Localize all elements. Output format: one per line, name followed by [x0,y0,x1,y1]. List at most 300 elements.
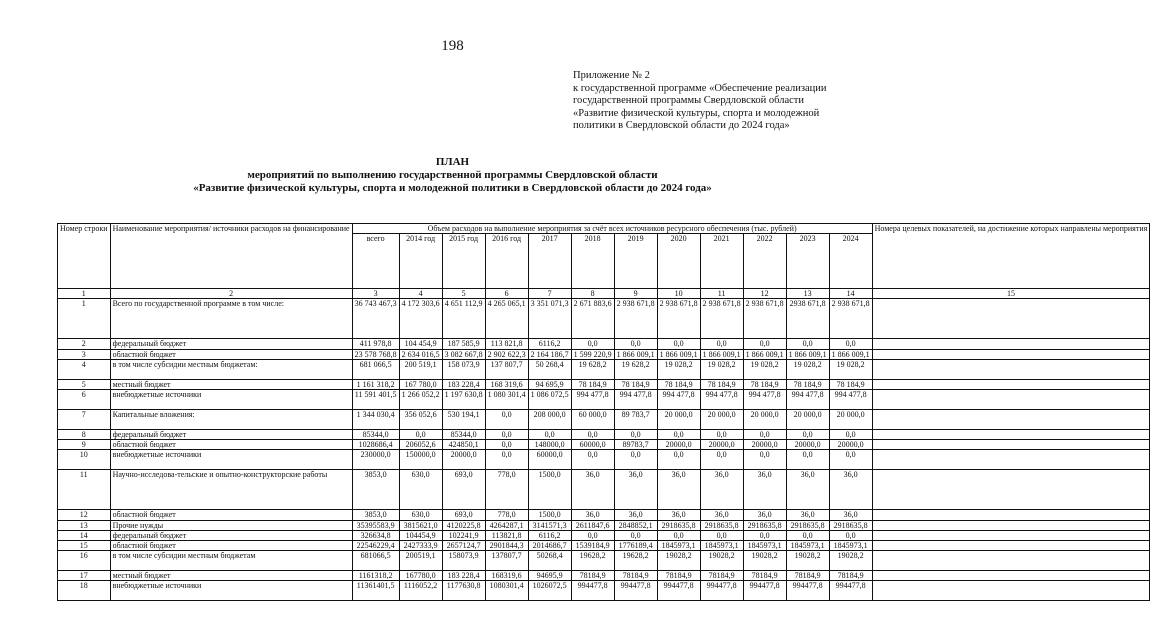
value-cell: 0,0 [485,440,528,450]
table-row [58,410,1150,430]
value-cell: 200 519,1 [399,359,442,379]
value-cell: 3853,0 [352,510,399,520]
column-index: 4 [399,289,442,299]
value-cell: 0,0 [657,339,700,349]
value-cell: 36,0 [743,470,786,510]
table-row [58,379,1150,389]
value-cell: 0,0 [829,430,872,440]
value-cell: 0,0 [743,430,786,440]
target-cell [872,551,1150,571]
value-cell: 20000,0 [700,440,743,450]
column-index: 1 [58,289,111,299]
value-cell: 60 000,0 [571,410,614,430]
value-cell: 2 902 622,3 [485,349,528,359]
value-cell: 4 265 065,1 [485,299,528,339]
header-volume: Объем расходов на выполнение мероприятия за счёт всех источников ресурсного обеспечения (тыс. рублей) [352,224,872,234]
value-cell: 94695,9 [528,571,571,581]
row-name: федеральный бюджет [110,430,352,440]
value-cell: 148000,0 [528,440,571,450]
target-cell [872,440,1150,450]
target-cell [872,450,1150,470]
value-cell: 36,0 [829,510,872,520]
table-row [58,430,1150,440]
value-cell: 681 066,5 [352,359,399,379]
row-number: 6 [58,390,111,410]
target-cell [872,390,1150,410]
row-number: 16 [58,551,111,571]
target-cell [872,510,1150,520]
column-index: 10 [657,289,700,299]
value-cell: 0,0 [743,530,786,540]
value-cell: 693,0 [442,510,485,520]
value-cell: 78184,9 [786,571,829,581]
row-number: 8 [58,430,111,440]
target-cell [872,520,1150,530]
column-index: 13 [786,289,829,299]
value-cell: 167 780,0 [399,379,442,389]
value-cell: 104 454,9 [399,339,442,349]
value-cell: 0,0 [829,339,872,349]
value-cell: 78 184,9 [657,379,700,389]
value-cell: 1028686,4 [352,440,399,450]
value-cell: 1 866 009,1 [829,349,872,359]
value-cell: 78 184,9 [700,379,743,389]
value-cell: 78184,9 [571,571,614,581]
plan-subtitle-1: мероприятий по выполнению государственной программы Свердловской области [247,169,658,181]
value-cell: 326634,8 [352,530,399,540]
value-cell: 36,0 [786,470,829,510]
target-cell [872,571,1150,581]
value-cell: 19628,2 [614,551,657,571]
value-cell: 424850,1 [442,440,485,450]
value-cell: 778,0 [485,470,528,510]
value-cell: 20 000,0 [743,410,786,430]
value-cell: 20 000,0 [786,410,829,430]
value-cell: 1776189,4 [614,541,657,551]
table-row [58,520,1150,530]
value-cell: 19 028,2 [743,359,786,379]
value-cell: 89 783,7 [614,410,657,430]
value-cell: 0,0 [829,450,872,470]
value-cell: 78184,9 [700,571,743,581]
row-name: местный бюджет [110,571,352,581]
value-cell: 1500,0 [528,510,571,520]
table-row [58,359,1150,379]
row-number: 1 [58,299,111,339]
header-year: 2019 [614,234,657,289]
value-cell: 22546229,4 [352,541,399,551]
value-cell: 78 184,9 [743,379,786,389]
row-number: 4 [58,359,111,379]
row-name: областной бюджет [110,510,352,520]
value-cell: 2 938 671,8 [657,299,700,339]
value-cell: 994477,8 [657,581,700,601]
value-cell: 19 628,2 [614,359,657,379]
value-cell: 168319,6 [485,571,528,581]
value-cell: 3 351 071,3 [528,299,571,339]
value-cell: 137807,7 [485,551,528,571]
value-cell: 0,0 [657,450,700,470]
appendix-line: Приложение № 2 [573,70,650,81]
row-name: федеральный бюджет [110,530,352,540]
column-index: 12 [743,289,786,299]
value-cell: 2901844,3 [485,541,528,551]
value-cell: 2848852,1 [614,520,657,530]
value-cell: 2938 671,8 [786,299,829,339]
value-cell: 411 978,8 [352,339,399,349]
value-cell: 1 086 072,5 [528,390,571,410]
column-index: 11 [700,289,743,299]
value-cell: 6116,2 [528,339,571,349]
table-row [58,470,1150,510]
value-cell: 2 671 883,6 [571,299,614,339]
row-number: 11 [58,470,111,510]
value-cell: 1177630,8 [442,581,485,601]
row-number: 7 [58,410,111,430]
value-cell: 1080301,4 [485,581,528,601]
value-cell: 1 344 030,4 [352,410,399,430]
target-cell [872,349,1150,359]
target-cell [872,299,1150,339]
value-cell: 19028,2 [657,551,700,571]
table-row [58,510,1150,520]
value-cell: 0,0 [571,450,614,470]
value-cell: 994477,8 [829,581,872,601]
value-cell: 0,0 [700,339,743,349]
row-number: 10 [58,450,111,470]
table-row [58,571,1150,581]
value-cell: 681066,5 [352,551,399,571]
row-number: 2 [58,339,111,349]
column-index: 3 [352,289,399,299]
value-cell: 50268,4 [528,551,571,571]
value-cell: 2611847,6 [571,520,614,530]
value-cell: 94 695,9 [528,379,571,389]
row-name: местный бюджет [110,379,352,389]
value-cell: 19028,2 [786,551,829,571]
value-cell: 1161318,2 [352,571,399,581]
header-year: 2024 [829,234,872,289]
value-cell: 0,0 [700,430,743,440]
value-cell: 0,0 [571,339,614,349]
value-cell: 183 228,4 [442,571,485,581]
value-cell: 36,0 [657,470,700,510]
value-cell: 1 866 009,1 [614,349,657,359]
value-cell: 0,0 [485,450,528,470]
column-index: 5 [442,289,485,299]
value-cell: 20000,0 [829,440,872,450]
value-cell: 102241,9 [442,530,485,540]
value-cell: 36,0 [657,510,700,520]
value-cell: 778,0 [485,510,528,520]
column-index: 9 [614,289,657,299]
value-cell: 994477,8 [700,581,743,601]
value-cell: 0,0 [829,530,872,540]
value-cell: 3 082 667,8 [442,349,485,359]
value-cell: 19 028,2 [786,359,829,379]
value-cell: 36,0 [829,470,872,510]
value-cell: 208 000,0 [528,410,571,430]
value-cell: 994 477,8 [829,390,872,410]
header-year: 2017 [528,234,571,289]
value-cell: 0,0 [571,430,614,440]
value-cell: 4120225,8 [442,520,485,530]
value-cell: 20000,0 [442,450,485,470]
header-year: 2018 [571,234,614,289]
header-year: 2015 год [442,234,485,289]
value-cell: 78 184,9 [571,379,614,389]
value-cell: 19028,2 [829,551,872,571]
value-cell: 0,0 [614,450,657,470]
column-index: 6 [485,289,528,299]
header-year: 2020 [657,234,700,289]
value-cell: 36,0 [571,470,614,510]
value-cell: 0,0 [399,430,442,440]
value-cell: 78 184,9 [614,379,657,389]
value-cell: 0,0 [700,530,743,540]
value-cell: 0,0 [485,430,528,440]
value-cell: 2 938 671,8 [614,299,657,339]
value-cell: 230000,0 [352,450,399,470]
value-cell: 200519,1 [399,551,442,571]
value-cell: 0,0 [700,450,743,470]
value-cell: 3815621,0 [399,520,442,530]
value-cell: 36 743 467,3 [352,299,399,339]
value-cell: 2014686,7 [528,541,571,551]
value-cell: 60000,0 [528,450,571,470]
target-cell [872,339,1150,349]
column-index: 7 [528,289,571,299]
value-cell: 2 938 671,8 [700,299,743,339]
table-row [58,339,1150,349]
value-cell: 2918635,8 [657,520,700,530]
value-cell: 4264287,1 [485,520,528,530]
appendix-line: политики в Свердловской области до 2024 года» [573,120,790,132]
value-cell: 0,0 [657,530,700,540]
value-cell: 630,0 [399,470,442,510]
value-cell: 158 073,9 [442,359,485,379]
value-cell: 693,0 [442,470,485,510]
plan-title: ПЛАН [435,156,470,168]
value-cell: 11 591 401,5 [352,390,399,410]
row-name: Прочие нужды [110,520,352,530]
value-cell: 36,0 [700,510,743,520]
table-row [58,299,1150,339]
table-row [58,390,1150,410]
column-index: 14 [829,289,872,299]
value-cell: 994 477,8 [614,390,657,410]
row-number: 18 [58,581,111,601]
table-row [58,450,1150,470]
value-cell: 1845973,1 [743,541,786,551]
row-name: федеральный бюджет [110,339,352,349]
value-cell: 20000,0 [786,440,829,450]
row-number: 12 [58,510,111,520]
value-cell: 1 866 009,1 [786,349,829,359]
header-year: 2014 год [399,234,442,289]
header-year: 2023 [786,234,829,289]
header-targets: Номера целевых показателей, на достижение которых направлены мероприятия [872,224,1150,289]
value-cell: 85344,0 [352,430,399,440]
value-cell: 1845973,1 [829,541,872,551]
row-number: 3 [58,349,111,359]
value-cell: 19 028,2 [657,359,700,379]
value-cell: 2918635,8 [829,520,872,530]
target-cell [872,379,1150,389]
value-cell: 2 938 671,8 [829,299,872,339]
value-cell: 994 477,8 [657,390,700,410]
value-cell: 1 161 318,2 [352,379,399,389]
value-cell: 1 866 009,1 [700,349,743,359]
value-cell: 994477,8 [571,581,614,601]
column-index: 8 [571,289,614,299]
table-row [58,551,1150,571]
value-cell: 36,0 [571,510,614,520]
value-cell: 1845973,1 [786,541,829,551]
value-cell: 206052,6 [399,440,442,450]
value-cell: 19628,2 [571,551,614,571]
row-number: 9 [58,440,111,450]
value-cell: 0,0 [743,450,786,470]
value-cell: 630,0 [399,510,442,520]
value-cell: 19 028,2 [829,359,872,379]
plan-subtitle-2: «Развитие физической культуры, спорта и молодежной политики в Свердловской области до 2024 года» [193,182,712,194]
value-cell: 78184,9 [743,571,786,581]
row-name: областной бюджет [110,440,352,450]
value-cell: 78 184,9 [786,379,829,389]
row-number: 17 [58,571,111,581]
row-name: в том числе субсидии местным бюджетам [110,551,352,571]
value-cell: 11361401,5 [352,581,399,601]
row-name: областной бюджет [110,541,352,551]
value-cell: 1 866 009,1 [657,349,700,359]
value-cell: 20 000,0 [700,410,743,430]
target-cell [872,530,1150,540]
row-name: внебюджетные источники [110,581,352,601]
target-cell [872,470,1150,510]
page-number: 198 [441,38,464,54]
value-cell: 19028,2 [700,551,743,571]
target-cell [872,430,1150,440]
table-row [58,530,1150,540]
value-cell: 113 821,8 [485,339,528,349]
value-cell: 187 585,9 [442,339,485,349]
value-cell: 0,0 [614,339,657,349]
value-cell: 1116052,2 [399,581,442,601]
value-cell: 1 266 052,2 [399,390,442,410]
value-cell: 0,0 [786,430,829,440]
value-cell: 1 599 220,9 [571,349,614,359]
value-cell: 1845973,1 [657,541,700,551]
header-year: 2021 [700,234,743,289]
value-cell: 104454,9 [399,530,442,540]
value-cell: 1845973,1 [700,541,743,551]
value-cell: 19028,2 [743,551,786,571]
appendix-note [573,70,873,133]
value-cell: 0,0 [786,530,829,540]
value-cell: 2918635,8 [786,520,829,530]
value-cell: 6116,2 [528,530,571,540]
row-number: 15 [58,541,111,551]
value-cell: 4 172 303,6 [399,299,442,339]
value-cell: 0,0 [614,430,657,440]
value-cell: 2427333,9 [399,541,442,551]
value-cell: 183 228,4 [442,379,485,389]
value-cell: 0,0 [528,430,571,440]
value-cell: 78184,9 [829,571,872,581]
value-cell: 2 164 186,7 [528,349,571,359]
value-cell: 1 866 009,1 [743,349,786,359]
value-cell: 113821,8 [485,530,528,540]
row-name: Всего по государственной программе в том числе: [110,299,352,339]
table-row [58,541,1150,551]
value-cell: 20000,0 [657,440,700,450]
value-cell: 19 028,2 [700,359,743,379]
row-number: 14 [58,530,111,540]
header-year: 2022 [743,234,786,289]
value-cell: 2918635,8 [700,520,743,530]
value-cell: 2 938 671,8 [743,299,786,339]
value-cell: 167780,0 [399,571,442,581]
target-cell [872,359,1150,379]
row-number: 5 [58,379,111,389]
value-cell: 994 477,8 [571,390,614,410]
value-cell: 1 197 630,8 [442,390,485,410]
appendix-line: к государственной программе «Обеспечение реализации [573,82,827,94]
value-cell: 36,0 [614,470,657,510]
value-cell: 0,0 [485,410,528,430]
value-cell: 36,0 [743,510,786,520]
value-cell: 1500,0 [528,470,571,510]
value-cell: 0,0 [786,450,829,470]
value-cell: 0,0 [786,339,829,349]
row-name: Научно-исследова-тельские и опытно-конструкторские работы [110,470,352,510]
value-cell: 994477,8 [786,581,829,601]
value-cell: 2 634 016,5 [399,349,442,359]
row-name: внебюджетные источники [110,450,352,470]
table-row [58,440,1150,450]
value-cell: 994477,8 [743,581,786,601]
plan-title-block [0,156,905,195]
value-cell: 356 052,6 [399,410,442,430]
appendix-line: «Развитие физической культуры, спорта и молодежной [573,107,820,119]
value-cell: 1026072,5 [528,581,571,601]
value-cell: 19 628,2 [571,359,614,379]
value-cell: 36,0 [786,510,829,520]
header-year: всего [352,234,399,289]
column-index: 15 [872,289,1150,299]
target-cell [872,581,1150,601]
value-cell: 2657124,7 [442,541,485,551]
value-cell: 137 807,7 [485,359,528,379]
value-cell: 20000,0 [743,440,786,450]
value-cell: 36,0 [614,510,657,520]
value-cell: 530 194,1 [442,410,485,430]
value-cell: 0,0 [743,339,786,349]
value-cell: 78184,9 [614,571,657,581]
target-cell [872,410,1150,430]
column-index: 2 [110,289,352,299]
value-cell: 150000,0 [399,450,442,470]
value-cell: 3141571,3 [528,520,571,530]
value-cell: 60000,0 [571,440,614,450]
plan-table [57,223,1150,601]
row-name: Капитальные вложения: [110,410,352,430]
row-name: областной бюджет [110,349,352,359]
row-name: в том числе субсидии местным бюджетам: [110,359,352,379]
header-row-no: Номер строки [58,224,111,289]
value-cell: 36,0 [700,470,743,510]
